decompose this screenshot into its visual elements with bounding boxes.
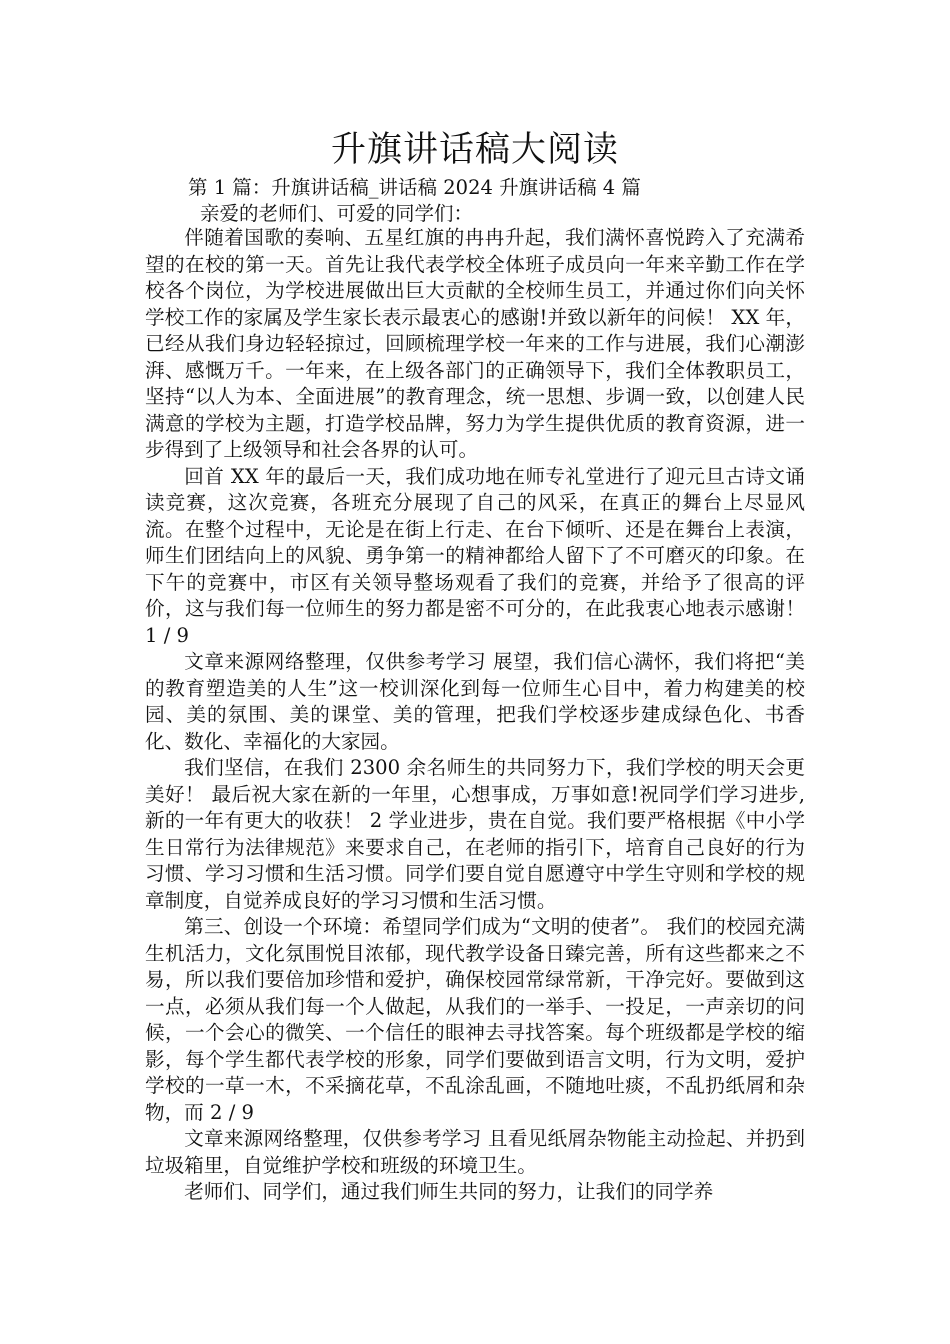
paragraph: 回首 XX 年的最后一天，我们成功地在师专礼堂进行了迎元旦古诗文诵读竞赛，这次竞赛，各班充分展现了自己的风采，在真正的舞台上尽显风流。在整个过程中，无论是在街上行走、在台下倾听、还是在舞台上表演，师生们团结向上的风貌、勇争第一的精神都给人留下了不可磨灭的印象。在下午的竞赛中，市区有关领导整场观看了我们的竞赛，并给予了很高的评价，这与我们每一位师生的努力都是密不可分的，在此我衷心地表示感谢！ 1 / 9 <box>145 464 805 647</box>
article-body <box>145 225 805 1206</box>
paragraph: 我们坚信，在我们 2300 余名师生的共同努力下，我们学校的明天会更美好！ 最后祝大家在新的一年里，心想事成，万事如意!祝同学们学习进步,新的一年有更大的收获！ 2 学业进步，贵在自觉。我们要严格根据《中小学生日常行为法律规范》来要求自己，在老师的指引下，培育自己良好的行为习惯、学习习惯和生活习惯。同学们要自觉自愿遵守中学生守则和学校的规章制度，自觉养成良好的学习习惯和生活习惯。 <box>145 756 805 912</box>
paragraph: 伴随着国歌的奏响、五星红旗的冉冉升起，我们满怀喜悦跨入了充满希望的在校的第一天。首先让我代表学校全体班子成员向一年来辛勤工作在学校各个岗位，为学校进展做出巨大贡献的全校师生员工，并通过你们向关怀学校工作的家属及学生家长表示最衷心的感谢!并致以新年的问候！ XX 年，已经从我们身边轻轻掠过，回顾梳理学校一年来的工作与进展，我们心潮澎湃、感慨万千。一年来，在上级各部门的正确领导下，我们全体教职员工，坚持“以人为本、全面进展”的教育理念，统一思想、步调一致，以创建人民满意的学校为主题，打造学校品牌，努力为学生提供优质的教育资源，进一步得到了上级领导和社会各界的认可。 <box>145 226 805 461</box>
document-title: 升旗讲话稿大阅读 <box>330 130 619 170</box>
paragraph: 文章来源网络整理，仅供参考学习 且看见纸屑杂物能主动捡起、并扔到垃圾箱里，自觉维护学校和班级的环境卫生。 <box>145 1127 805 1177</box>
article-heading: 第 1 篇：升旗讲话稿_讲话稿 2024 升旗讲话稿 4 篇 <box>188 176 641 199</box>
paragraph: 文章来源网络整理，仅供参考学习 展望，我们信心满怀，我们将把“美的教育塑造美的人生”这一校训深化到每一位师生心目中，着力构建美的校园、美的氛围、美的课堂、美的管理，把我们学校逐步建成绿色化、书香化、数化、幸福化的大家园。 <box>145 650 805 753</box>
paragraph: 老师们、同学们，通过我们师生共同的努力，让我们的同学养 <box>184 1180 714 1203</box>
paragraph: 第三、创设一个环境：希望同学们成为“文明的使者”。 我们的校园充满生机活力，文化氛围悦目浓郁，现代教学设备日臻完善，所有这些都来之不易，所以我们要倍加珍惜和爱护，确保校园常绿常新，干净完好。要做到这一点，必须从我们每一个人做起，从我们的一举手、一投足，一声亲切的问候，一个会心的微笑、一个信任的眼神去寻找答案。每个班级都是学校的缩影，每个学生都代表学校的形象，同学们要做到语言文明，行为文明，爱护学校的一草一木，不采摘花草，不乱涂乱画，不随地吐痰，不乱扔纸屑和杂物，而 2 / 9 <box>145 915 805 1124</box>
salutation: 亲爱的老师们、可爱的同学们： <box>200 202 474 225</box>
